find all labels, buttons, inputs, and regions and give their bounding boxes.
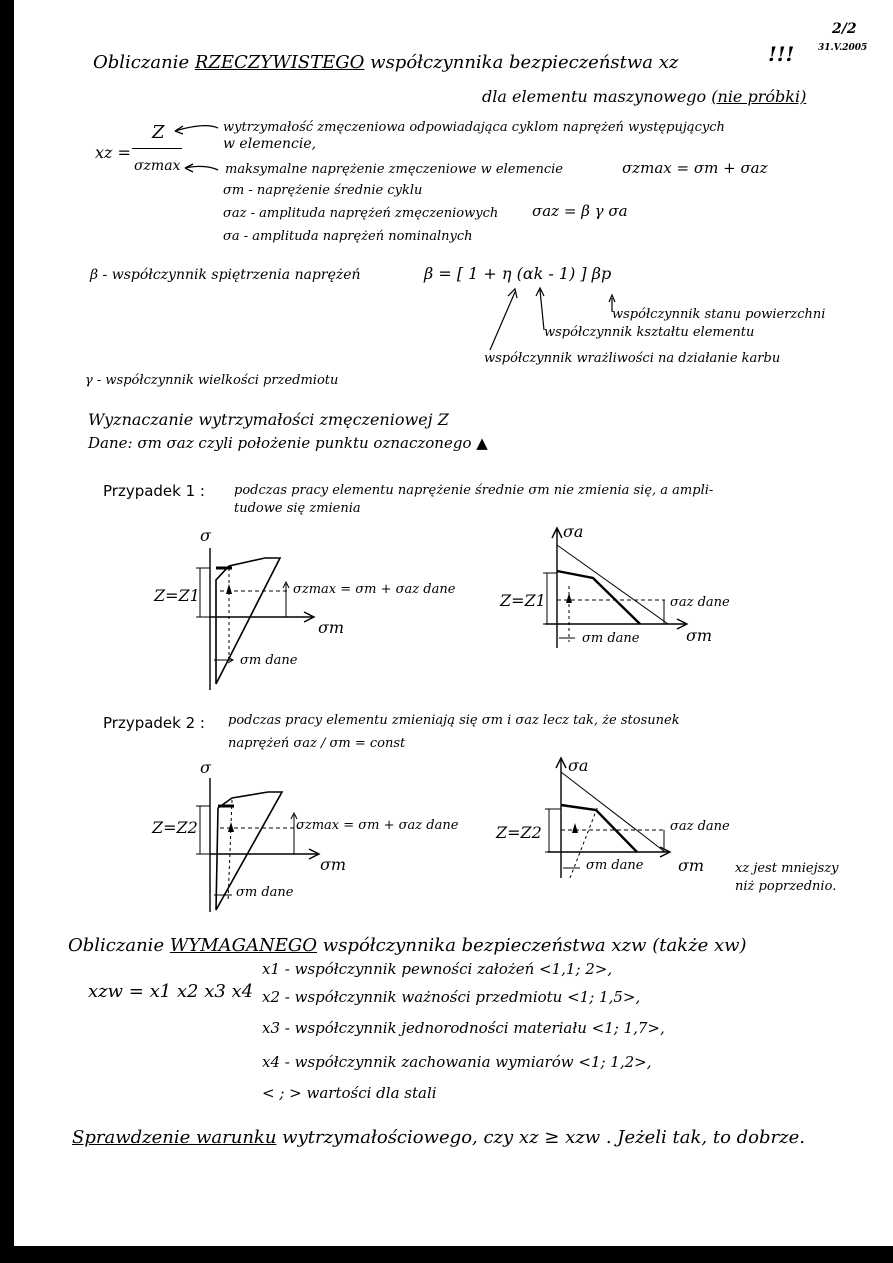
case2-left-sm-axis: σm xyxy=(320,855,347,874)
strength-check xyxy=(72,1129,805,1147)
case2-text-2: naprężeń σaz / σm = const xyxy=(228,736,406,751)
gamma-definition: γ - współczynnik wielkości przedmiotu xyxy=(85,373,339,388)
required-heading-suffix: współczynnika bezpieczeństwa xyxy=(322,935,606,956)
required-formula: xzw = x1 x2 x3 x4 xyxy=(88,981,254,1002)
comparison-note-2: niż poprzednio. xyxy=(735,879,837,894)
sigma-a-definition: σa - amplituda naprężeń nominalnych xyxy=(223,229,473,244)
case1-text-2: tudowe się zmienia xyxy=(234,501,361,516)
strength-check-link: Sprawdzenie warunku xyxy=(72,1127,277,1148)
fatigue-heading: Wyznaczanie wytrzymałości zmęczeniowej Z xyxy=(88,410,449,429)
xz-lhs: xz = xyxy=(95,143,131,162)
required-heading-alt: (także xw) xyxy=(652,935,747,956)
beta-definition: β - współczynnik spiętrzenia naprężeń xyxy=(90,267,361,283)
beta-formula: β = [ 1 + η (αk - 1) ] βp xyxy=(424,264,612,283)
fraction-denominator: σzmax xyxy=(134,158,181,174)
factor-range-note: < ; > wartości dla stali xyxy=(262,1084,437,1102)
case2-label: Przypadek 2 : xyxy=(103,714,205,732)
case2-right-saz-label: σaz dane xyxy=(670,819,730,834)
required-heading-symbol: xzw xyxy=(611,935,647,956)
case2-left-sigma-axis: σ xyxy=(200,758,211,777)
required-heading xyxy=(68,937,747,955)
required-heading-emphasis: WYMAGANEGO xyxy=(169,935,318,956)
sigma-az-definition: σaz - amplituda naprężeń zmęczeniowych xyxy=(223,206,499,221)
strength-check-text: wytrzymałościowego, czy xz ≥ xzw . Jeżeli tak, to dobrze. xyxy=(282,1127,805,1148)
title-suffix: współczynnika bezpieczeństwa xyxy=(370,52,654,73)
beta-note-sensitivity: współczynnik wrażliwości na działanie karbu xyxy=(484,351,781,366)
title-symbol: xz xyxy=(658,52,679,73)
required-heading-prefix: Obliczanie xyxy=(68,935,165,956)
date-stamp: 31.V.2005 xyxy=(818,43,868,53)
case2-right-sm-axis: σm xyxy=(678,856,705,875)
beta-note-surface: współczynnik stanu powierzchni xyxy=(612,307,826,322)
title-emphasis: RZECZYWISTEGO xyxy=(194,52,365,73)
comparison-note-1: xz jest mniejszy xyxy=(735,861,839,876)
subtitle-paren: (nie próbki) xyxy=(711,87,807,106)
sigma-m-definition: σm - naprężenie średnie cyklu xyxy=(223,183,423,198)
case2-right-z-label: Z=Z2 xyxy=(496,823,542,842)
case2-right-sm-label: σm dane xyxy=(586,858,644,873)
case1-left-z-label: Z=Z1 xyxy=(154,586,200,605)
fatigue-given: Dane: σm σaz czyli położenie punktu oznaczonego ▲ xyxy=(88,434,488,452)
sigma-az-formula: σaz = β γ σa xyxy=(532,202,628,220)
case1-label: Przypadek 1 : xyxy=(103,482,205,500)
case1-left-sm-axis: σm xyxy=(318,618,345,637)
case2-left-z-label: Z=Z2 xyxy=(152,818,198,837)
case1-right-saz-label: σaz dane xyxy=(670,595,730,610)
case2-right-sigma-a-axis: σa xyxy=(568,756,589,775)
case1-right-sm-label: σm dane xyxy=(582,631,640,646)
case1-right-sigma-a-axis: σa xyxy=(563,522,584,541)
factor-x4: x4 - współczynnik zachowania wymiarów <1; 1,2>, xyxy=(262,1053,652,1071)
factor-x3: x3 - współczynnik jednorodności materiału <1; 1,7>, xyxy=(262,1019,665,1037)
case2-left-smax-label: σzmax = σm + σaz dane xyxy=(296,818,459,833)
case2-left-sm-label: σm dane xyxy=(236,885,294,900)
smax-description: maksymalne naprężenie zmęczeniowe w elemencie xyxy=(225,162,563,177)
case1-left-smax-label: σzmax = σm + σaz dane xyxy=(293,582,456,597)
z-description-2: w elemencie, xyxy=(223,136,317,152)
factor-x2: x2 - współczynnik ważności przedmiotu <1; 1,5>, xyxy=(262,988,641,1006)
exclamation-marks: !!! xyxy=(768,42,795,66)
factor-x1: x1 - współczynnik pewności założeń <1,1; 2>, xyxy=(262,960,613,978)
case1-right-sm-axis: σm xyxy=(686,626,713,645)
fraction-numerator: Z xyxy=(152,122,165,143)
title-prefix: Obliczanie xyxy=(93,52,190,73)
beta-note-shape: współczynnik kształtu elementu xyxy=(544,325,755,340)
case1-text-1: podczas pracy elementu naprężenie średnie σm nie zmienia się, a ampli- xyxy=(234,483,714,498)
z-description-1: wytrzymałość zmęczeniowa odpowiadająca cyklom naprężeń występujących xyxy=(223,120,725,135)
case1-right-z-label: Z=Z1 xyxy=(500,591,546,610)
case1-left-sm-label: σm dane xyxy=(240,653,298,668)
subtitle-prefix: dla elementu maszynowego xyxy=(482,87,707,106)
smax-formula: σzmax = σm + σaz xyxy=(622,159,768,177)
case2-text-1: podczas pracy elementu zmieniają się σm i σaz lecz tak, że stosunek xyxy=(228,713,680,728)
page-number: 2/2 xyxy=(832,21,857,37)
case1-left-sigma-axis: σ xyxy=(200,526,211,545)
